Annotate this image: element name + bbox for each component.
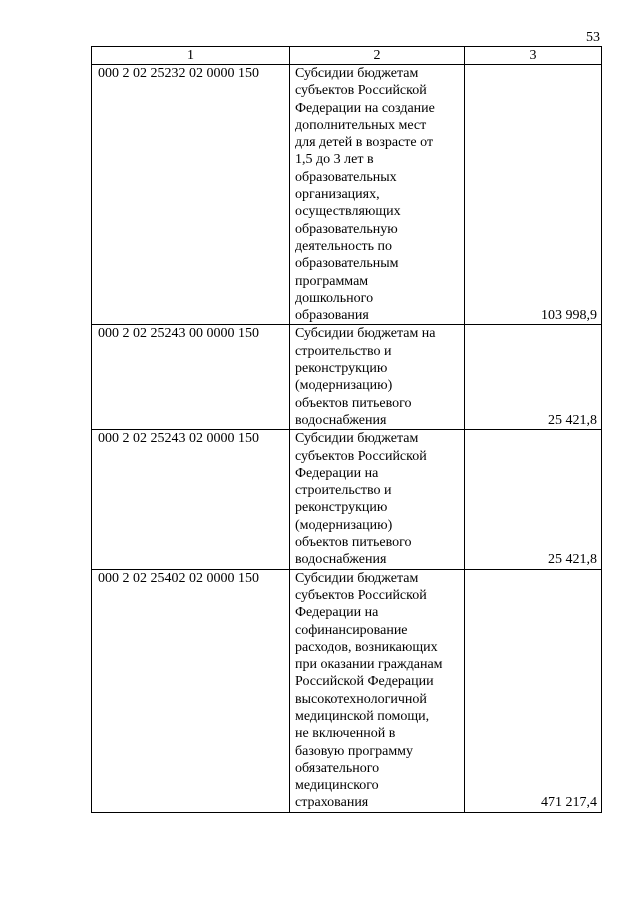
budget-classification-code: 000 2 02 25243 00 0000 150 [92, 325, 290, 430]
revenue-description-line: строительство и [295, 483, 392, 499]
amount-value: 103 998,9 [465, 65, 602, 325]
revenue-description-line: Федерации на создание [295, 100, 435, 116]
revenue-description-line: программам [295, 273, 369, 289]
revenue-description-line: медицинской помощи, [295, 708, 430, 724]
budget-classification-code: 000 2 02 25243 02 0000 150 [92, 430, 290, 569]
budget-revenue-table [91, 46, 602, 813]
amount-value: 25 421,8 [465, 325, 602, 430]
table-row [92, 325, 602, 430]
revenue-description [290, 430, 465, 569]
revenue-description-line: образования [295, 308, 369, 324]
revenue-description [290, 325, 465, 430]
revenue-description-line: деятельность по [295, 238, 393, 254]
revenue-description-line: объектов питьевого [295, 535, 412, 551]
table-row [92, 65, 602, 325]
amount-value: 471 217,4 [465, 569, 602, 812]
revenue-description [290, 65, 465, 325]
revenue-description-line: Федерации на [295, 465, 379, 481]
revenue-description-line: строительство и [295, 343, 392, 359]
revenue-description-line: обязательного [295, 760, 380, 776]
table-row [92, 569, 602, 812]
revenue-description-line: Федерации на [295, 605, 379, 621]
revenue-description-line: не включенной в [295, 726, 396, 742]
revenue-description-line: дошкольного [295, 290, 374, 306]
revenue-description-line: субъектов Российской [295, 587, 427, 603]
revenue-description-line: Субсидии бюджетам [295, 570, 419, 586]
revenue-description-line: реконструкцию [295, 500, 388, 516]
revenue-description-line: водоснабжения [295, 552, 387, 568]
revenue-description-line: Субсидии бюджетам [295, 66, 419, 81]
revenue-description-line: образовательных [295, 169, 397, 185]
table-row [92, 430, 602, 569]
column-header-name: 2 [290, 47, 465, 65]
revenue-description-line: объектов питьевого [295, 395, 412, 411]
revenue-description-line: Субсидии бюджетам на [295, 326, 436, 342]
page-number: 53 [586, 30, 600, 45]
column-header-code: 1 [92, 47, 290, 65]
revenue-description-line: субъектов Российской [295, 448, 427, 464]
revenue-description-line: медицинского [295, 778, 379, 794]
amount-value: 25 421,8 [465, 430, 602, 569]
revenue-description-line: осуществляющих [295, 204, 401, 220]
revenue-description-line: 1,5 до 3 лет в [295, 152, 374, 168]
revenue-description-line: образовательным [295, 256, 399, 272]
revenue-description-line: для детей в возрасте от [295, 135, 434, 151]
revenue-description-line: реконструкцию [295, 361, 388, 377]
revenue-description-line: страхования [295, 795, 369, 811]
revenue-description-line: при оказании гражданам [295, 657, 443, 673]
budget-classification-code: 000 2 02 25232 02 0000 150 [92, 65, 290, 325]
revenue-description-line: Субсидии бюджетам [295, 431, 419, 447]
revenue-description-line: (модернизацию) [295, 378, 393, 394]
revenue-description-line: (модернизацию) [295, 517, 393, 533]
revenue-description-line: водоснабжения [295, 412, 387, 428]
revenue-description-line: образовательную [295, 221, 398, 237]
revenue-description [290, 569, 465, 812]
column-header-amount: 3 [465, 47, 602, 65]
revenue-description-line: базовую программу [295, 743, 414, 759]
revenue-description-line: субъектов Российской [295, 83, 427, 99]
table-header-row [92, 47, 602, 65]
revenue-description-line: Российской Федерации [295, 674, 434, 690]
revenue-description-line: софинансирование [295, 622, 408, 638]
revenue-description-line: дополнительных мест [295, 117, 427, 133]
revenue-description-line: организациях, [295, 187, 380, 203]
table-body [92, 65, 602, 813]
revenue-description-line: высокотехнологичной [295, 691, 427, 707]
revenue-description-line: расходов, возникающих [295, 639, 438, 655]
budget-classification-code: 000 2 02 25402 02 0000 150 [92, 569, 290, 812]
